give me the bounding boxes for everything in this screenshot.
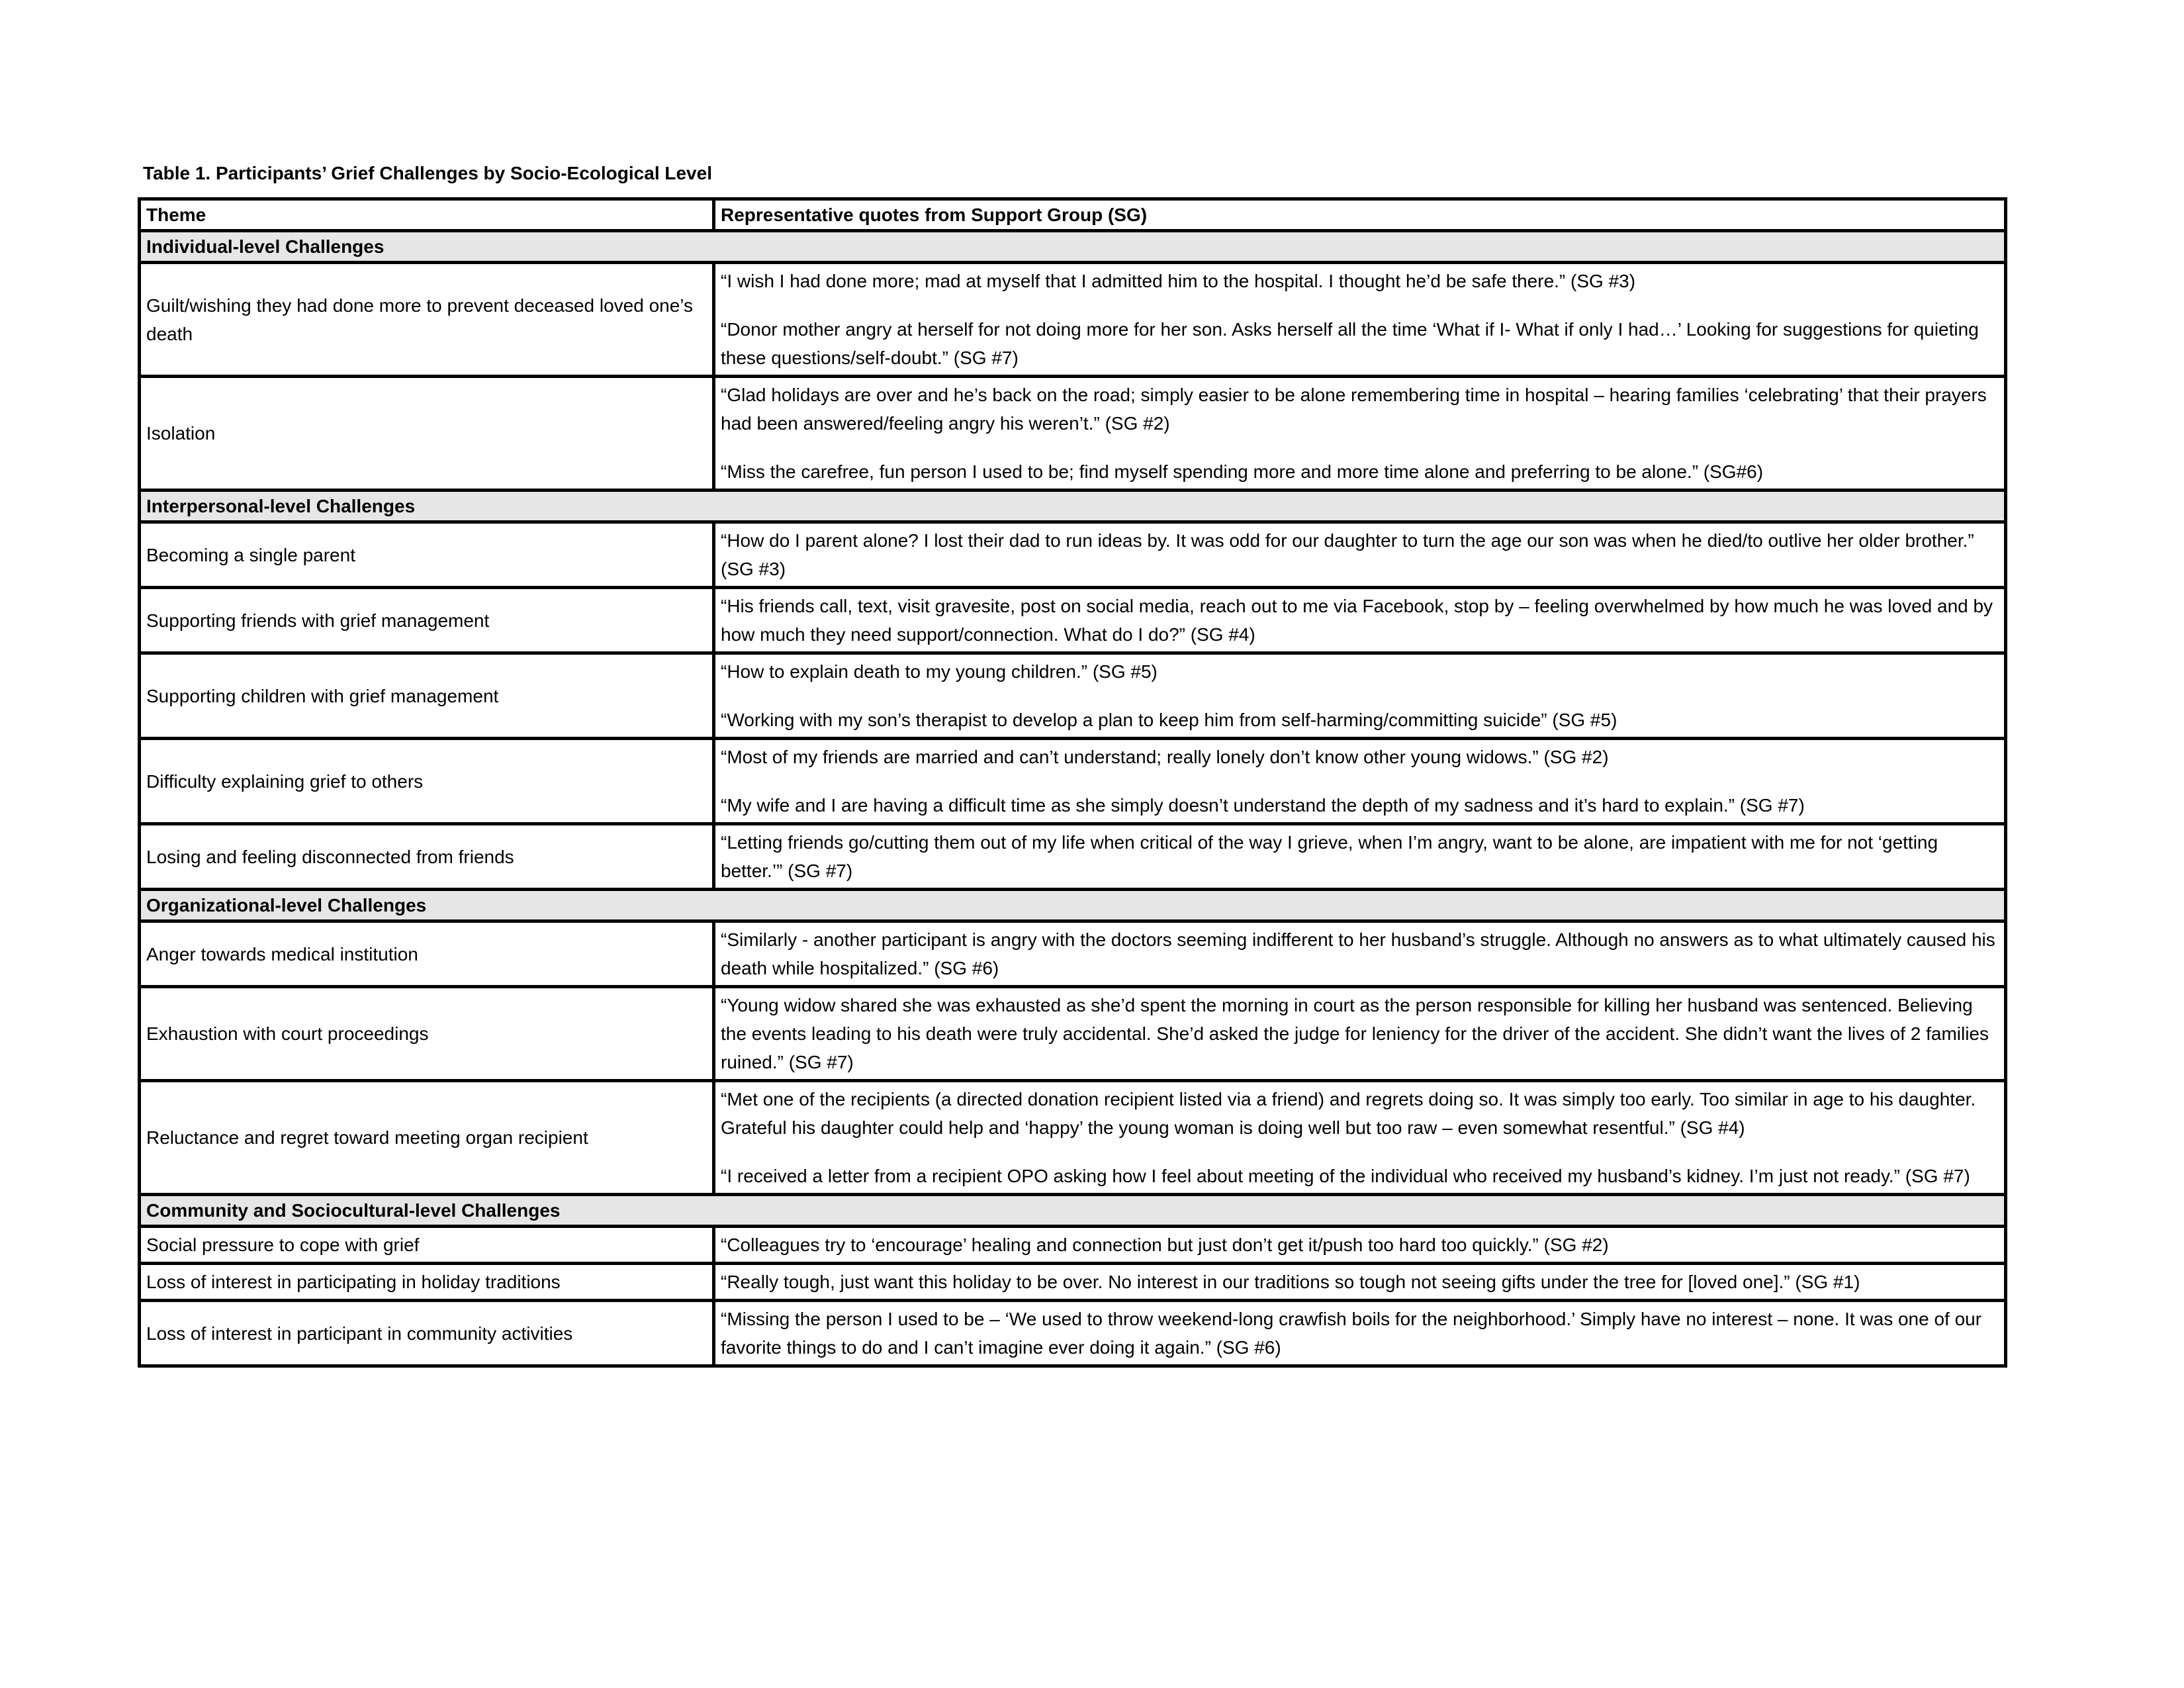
- header-quotes: Representative quotes from Support Group (SG): [714, 199, 2006, 231]
- quotes-cell: [714, 653, 2006, 739]
- quote-text: “Colleagues try to ‘encourage’ healing and connection but just don’t get it/push too hard too quickly.” (SG #2): [721, 1235, 1609, 1255]
- table-row: [140, 263, 2006, 377]
- theme-cell: Anger towards medical institution: [140, 921, 714, 987]
- table-header-row: [140, 199, 2006, 231]
- theme-cell: Becoming a single parent: [140, 522, 714, 588]
- table-row: [140, 588, 2006, 653]
- quotes-cell: [714, 824, 2006, 890]
- theme-cell: Loss of interest in participating in holiday traditions: [140, 1264, 714, 1301]
- quotes-cell: [714, 1081, 2006, 1195]
- quote-text: “Working with my son’s therapist to develop a plan to keep him from self-harming/committing suicide” (SG #5): [721, 710, 1617, 730]
- quotes-cell: [714, 263, 2006, 377]
- quotes-cell: [714, 987, 2006, 1081]
- quotes-cell: [714, 588, 2006, 653]
- level-label: Organizational-level Challenges: [140, 890, 2006, 921]
- table-row: [140, 377, 2006, 491]
- theme-cell: Social pressure to cope with grief: [140, 1227, 714, 1264]
- quote-text: “His friends call, text, visit gravesite, post on social media, reach out to me via Facebook, stop by – feeling overwhelmed by how much he was loved and by how much they need support/connection. What do I do?” (SG #4): [721, 596, 1993, 645]
- theme-cell: Exhaustion with court proceedings: [140, 987, 714, 1081]
- quotes-cell: [714, 377, 2006, 491]
- table-row: [140, 653, 2006, 739]
- theme-cell: Isolation: [140, 377, 714, 491]
- quote-text: “Really tough, just want this holiday to be over. No interest in our traditions so tough not seeing gifts under the tree for [loved one].” (SG #1): [721, 1272, 1860, 1292]
- quote-text: “I wish I had done more; mad at myself that I admitted him to the hospital. I thought he’d be safe there.” (SG #3): [721, 271, 1636, 291]
- level-label: Community and Sociocultural-level Challenges: [140, 1195, 2006, 1227]
- quote-text: “Similarly - another participant is angry with the doctors seeming indifferent to her husband’s struggle. Although no answers as to what ultimately caused his death while hospitalized.” (SG #6): [721, 929, 1995, 978]
- grief-challenges-table: [138, 197, 2007, 1368]
- table-row: [140, 522, 2006, 588]
- theme-cell: Guilt/wishing they had done more to prevent deceased loved one’s death: [140, 263, 714, 377]
- quote-text: “Miss the carefree, fun person I used to be; find myself spending more and more time alone and preferring to be alone.” (SG#6): [721, 461, 1764, 482]
- quotes-cell: [714, 1227, 2006, 1264]
- quote-text: “Most of my friends are married and can’t understand; really lonely don’t know other young widows.” (SG #2): [721, 747, 1609, 767]
- table-row: [140, 1081, 2006, 1195]
- level-row: [140, 890, 2006, 921]
- table-row: [140, 1227, 2006, 1264]
- quotes-cell: [714, 1301, 2006, 1366]
- theme-cell: Difficulty explaining grief to others: [140, 739, 714, 824]
- theme-cell: Loss of interest in participant in community activities: [140, 1301, 714, 1366]
- quotes-cell: [714, 921, 2006, 987]
- quote-text: “How do I parent alone? I lost their dad to run ideas by. It was odd for our daughter to turn the age our son was when he died/to outlive her older brother.” (SG #3): [721, 530, 1974, 579]
- header-theme: Theme: [140, 199, 714, 231]
- level-label: Interpersonal-level Challenges: [140, 491, 2006, 522]
- level-row: [140, 491, 2006, 522]
- table-row: [140, 739, 2006, 824]
- quotes-cell: [714, 739, 2006, 824]
- quote-text: “Met one of the recipients (a directed donation recipient listed via a friend) and regrets doing so. It was simply too early. Too similar in age to his daughter. Grateful his daughter could help and ‘happy’ the young woman is doing well but too raw – even somewhat resentful.” (SG #4): [721, 1089, 1976, 1138]
- level-row: [140, 231, 2006, 263]
- level-row: [140, 1195, 2006, 1227]
- theme-cell: Supporting children with grief management: [140, 653, 714, 739]
- quote-text: “Missing the person I used to be – ‘We used to throw weekend-long crawfish boils for the neighborhood.’ Simply have no interest – none. It was one of our favorite things to do and I can’t imagine ever doing it again.” (SG #6): [721, 1309, 1982, 1358]
- quotes-cell: [714, 1264, 2006, 1301]
- quote-text: “Letting friends go/cutting them out of my life when critical of the way I grieve, when I’m angry, want to be alone, are impatient with me for not ‘getting better.’” (SG #7): [721, 832, 1938, 881]
- table-body: [140, 199, 2006, 1366]
- table-row: [140, 824, 2006, 890]
- quote-text: “My wife and I are having a difficult time as she simply doesn’t understand the depth of my sadness and it’s hard to explain.” (SG #7): [721, 795, 1805, 816]
- quote-text: “How to explain death to my young children.” (SG #5): [721, 661, 1158, 682]
- quotes-cell: [714, 522, 2006, 588]
- level-label: Individual-level Challenges: [140, 231, 2006, 263]
- table-row: [140, 987, 2006, 1081]
- quote-text: “Glad holidays are over and he’s back on the road; simply easier to be alone remembering time in hospital – hearing families ‘celebrating’ that their prayers had been answered/feeling angry his weren’t.” (SG #2): [721, 385, 1987, 434]
- quote-text: “I received a letter from a recipient OPO asking how I feel about meeting of the individual who received my husband’s kidney. I’m just not ready.” (SG #7): [721, 1166, 1970, 1186]
- table-row: [140, 1301, 2006, 1366]
- quote-text: “Donor mother angry at herself for not doing more for her son. Asks herself all the time ‘What if I- What if only I had…’ Looking for suggestions for quieting these questions/self-doubt.” (SG #7): [721, 319, 1979, 368]
- theme-cell: Losing and feeling disconnected from friends: [140, 824, 714, 890]
- quote-text: “Young widow shared she was exhausted as she’d spent the morning in court as the person responsible for killing her husband was sentenced. Believing the events leading to his death were truly accidental. She’d asked the judge for leniency for the driver of the accident. She didn’t want the lives of 2 families ruined.” (SG #7): [721, 995, 1989, 1072]
- table-row: [140, 921, 2006, 987]
- table-caption: Table 1. Participants’ Grief Challenges by Socio-Ecological Level: [143, 163, 712, 183]
- table-row: [140, 1264, 2006, 1301]
- theme-cell: Reluctance and regret toward meeting organ recipient: [140, 1081, 714, 1195]
- theme-cell: Supporting friends with grief management: [140, 588, 714, 653]
